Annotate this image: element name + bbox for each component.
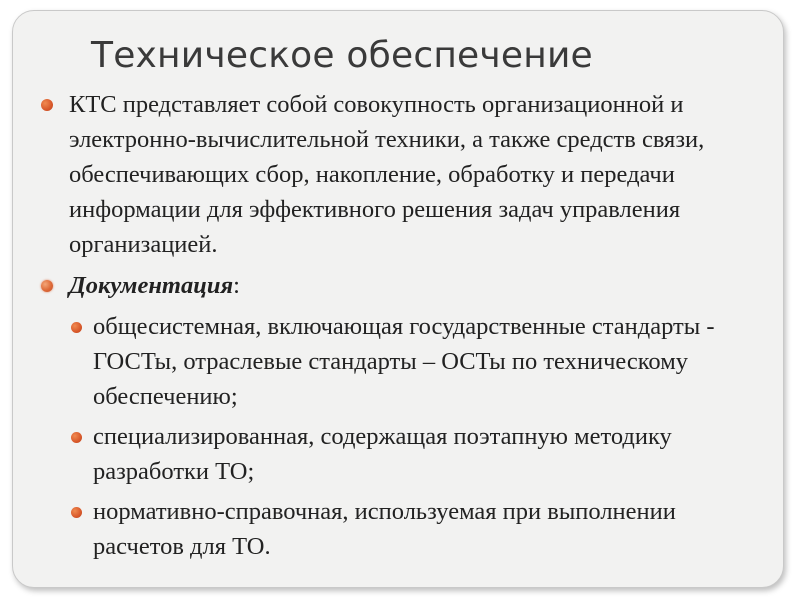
sub-bullet-dot-icon — [71, 507, 82, 518]
bullet-kts — [39, 87, 769, 262]
slide — [12, 10, 784, 588]
bullet-dot-icon — [41, 99, 53, 111]
sub-bullet-dot-icon — [71, 322, 82, 333]
subitem-general — [69, 309, 769, 414]
documentation-heading: Документация — [69, 272, 234, 299]
slide-body — [39, 87, 769, 569]
bullet-kts-text: КТС представляет собой совокупность организационной и электронно-вычислительной техники, а также средств связи, обеспечивающих сбор, накопление, обработку и передачи информации для эффективного решения задач управления организацией. — [69, 91, 705, 258]
subitem-specialized — [69, 419, 769, 489]
bullet-documentation — [39, 268, 769, 303]
subitem-normative — [69, 494, 769, 564]
sub-bullet-dot-icon — [71, 432, 82, 443]
subitem-general-text: общесистемная, включающая государственные стандарты - ГОСТы, отраслевые стандарты – ОСТы по техническому обеспечению; — [93, 313, 715, 410]
documentation-heading-colon: : — [233, 272, 240, 299]
bullet-dot-icon — [41, 280, 53, 292]
subitem-specialized-text: специализированная, содержащая поэтапную методику разработки ТО; — [93, 423, 672, 485]
slide-title: Техническое обеспечение — [91, 35, 593, 76]
subitem-normative-text: нормативно-справочная, используемая при выполнении расчетов для ТО. — [93, 498, 676, 560]
